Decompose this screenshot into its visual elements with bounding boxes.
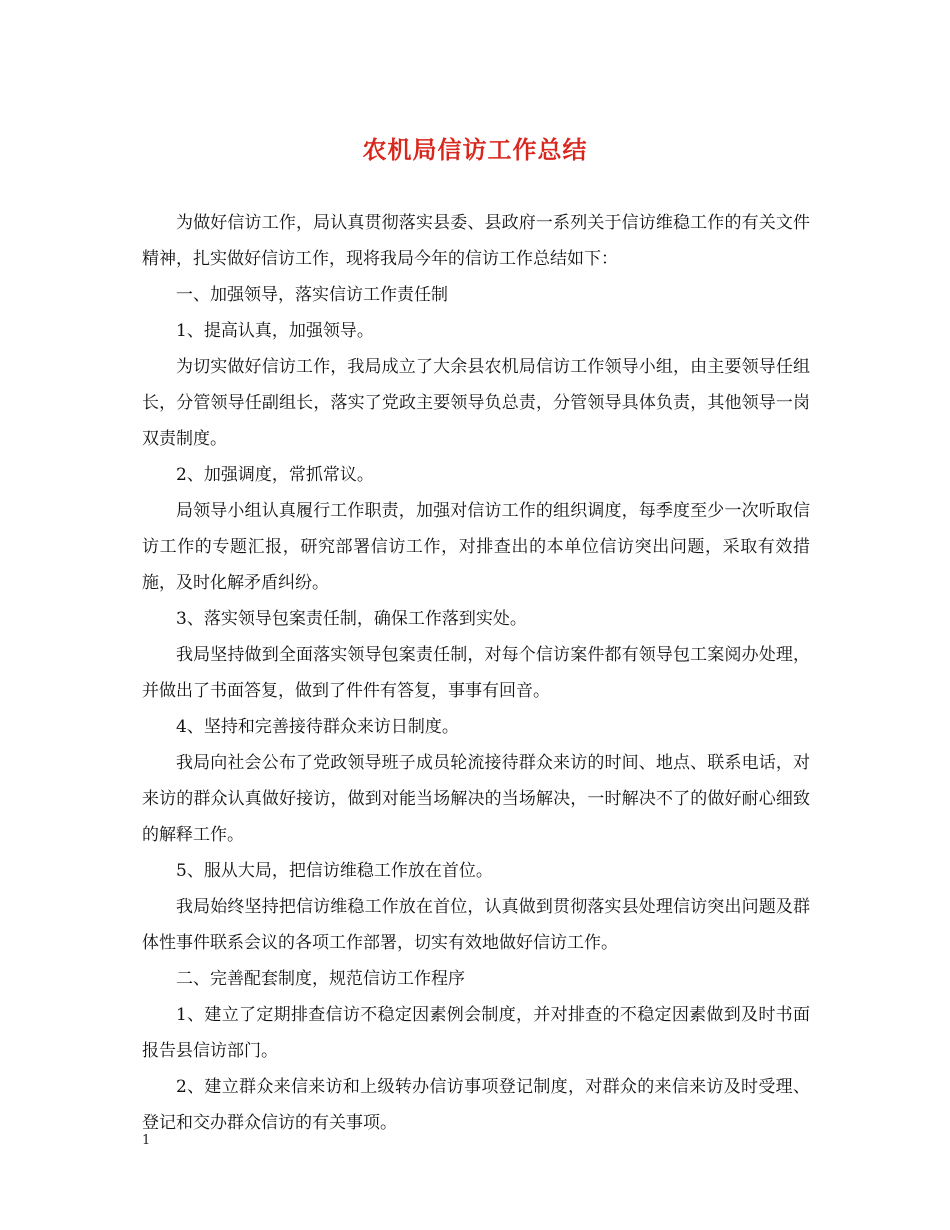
subheading-1-3: 3、落实领导包案责任制，确保工作落到实处。 [176,609,527,629]
subheading-1-2: 2、加强调度，常抓常议。 [176,465,374,485]
paragraph-1-4: 我局向社会公布了党政领导班子成员轮流接待群众来访的时间、地点、联系电话，对来访的群众认真做好接访，做到对能当场解决的当场解决，一时解决不了的做好耐心细致的解释工作。 [142,753,810,845]
section-heading-2: 二、完善配套制度，规范信访工作程序 [176,969,465,989]
paragraph-intro: 为做好信访工作，局认真贯彻落实县委、县政府一系列关于信访维稳工作的有关文件精神，扎实做好信访工作，现将我局今年的信访工作总结如下： [142,213,810,269]
page-number: 1 [142,1133,151,1148]
paragraph-1-3: 我局坚持做到全面落实领导包案责任制，对每个信访案件都有领导包工案阅办处理，并做出了书面答复，做到了件件有答复，事事有回音。 [142,645,810,701]
paragraph-1-5: 我局始终坚持把信访维稳工作放在首位，认真做到贯彻落实县处理信访突出问题及群体性事件联系会议的各项工作部署，切实有效地做好信访工作。 [142,897,810,953]
document-title: 农机局信访工作总结 [362,135,588,164]
document-body [142,205,810,1141]
paragraph-2-2: 2、建立群众来信来访和上级转办信访事项登记制度，对群众的来信来访及时受理、登记和交办群众信访的有关事项。 [142,1077,810,1133]
paragraph-1-2: 局领导小组认真履行工作职责，加强对信访工作的组织调度，每季度至少一次听取信访工作的专题汇报，研究部署信访工作，对排查出的本单位信访突出问题，采取有效措施，及时化解矛盾纠纷。 [142,501,810,593]
subheading-1-4: 4、坚持和完善接待群众来访日制度。 [176,717,459,737]
paragraph-1-1: 为切实做好信访工作，我局成立了大余县农机局信访工作领导小组，由主要领导任组长，分管领导任副组长，落实了党政主要领导负总责，分管领导具体负责，其他领导一岗双责制度。 [142,357,810,449]
subheading-1-1: 1、提高认真，加强领导。 [176,321,374,341]
subheading-1-5: 5、服从大局，把信访维稳工作放在首位。 [176,861,493,881]
section-heading-1: 一、加强领导，落实信访工作责任制 [176,285,448,305]
paragraph-2-1: 1、建立了定期排查信访不稳定因素例会制度，并对排查的不稳定因素做到及时书面报告县信访部门。 [142,1005,810,1061]
